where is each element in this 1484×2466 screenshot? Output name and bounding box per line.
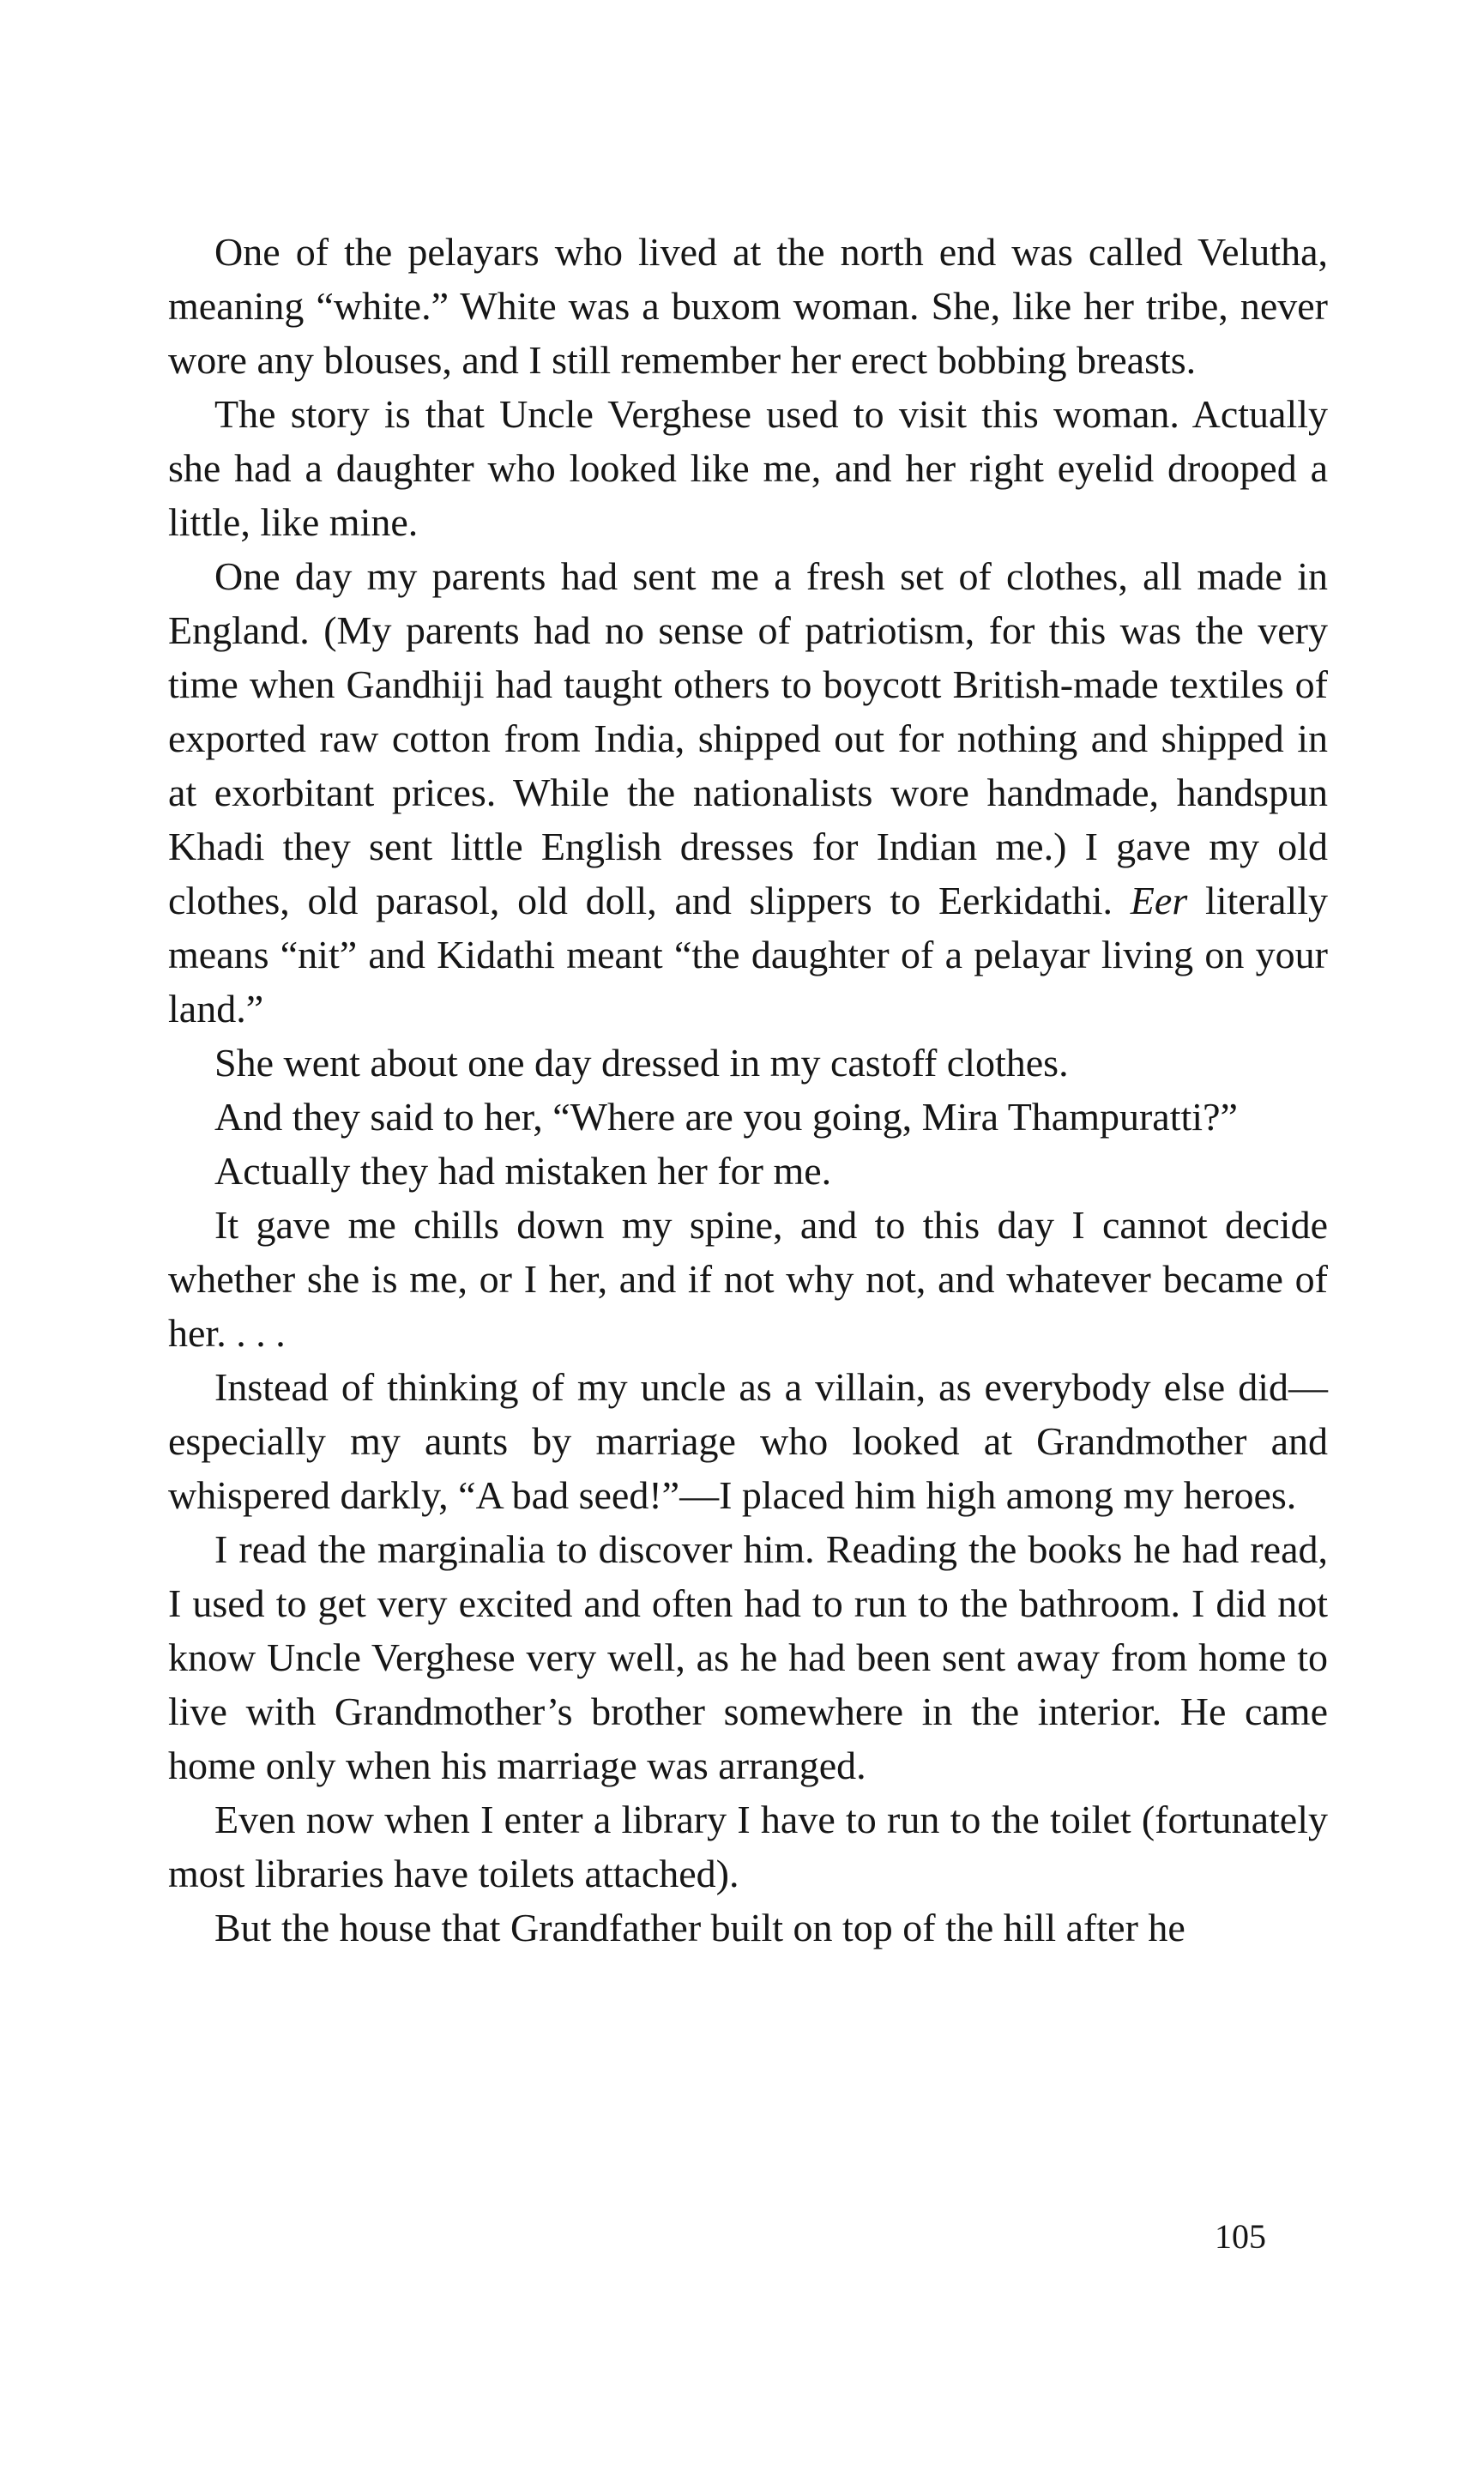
paragraph-marginalia: I read the marginalia to discover him. Reading the books he had read, I used to get very excited and often had to run to the bathroom. I did not know Uncle Verghese very well, as he had been sent away from home to live with Grandmother’s brother somewhere in the interior. He came home only when his marriage was arranged. (168, 1527, 1328, 1787)
paragraph-mistaken: Actually they had mistaken her for me. (214, 1149, 832, 1193)
body-text (168, 225, 1328, 1955)
italic-eer: Eer (1130, 879, 1188, 922)
paragraph-velutha: One of the pelayars who lived at the north end was called Velutha, meaning “white.” White was a buxom woman. She, like her tribe, never wore any blouses, and I still remember her erect bobbing breasts. (168, 230, 1328, 382)
page-number: 105 (1215, 2217, 1266, 2256)
paragraph-chills: It gave me chills down my spine, and to this day I cannot decide whether she is me, or I her, and if not why not, and whatever became of her. . . . (168, 1203, 1328, 1355)
paragraph-villain: Instead of thinking of my uncle as a villain, as everybody else did—especially my aunts by marriage who looked at Grandmother and whispered darkly, “A bad seed!”—I placed him high among my heroes. (168, 1365, 1328, 1517)
paragraph-england-clothes-text: One day my parents had sent me a fresh set of clothes, all made in England. (My parents had no sense of patriotism, for this was the very time when Gandhiji had taught others to boycott British-made textiles of exported raw cotton from India, shipped out for nothing and shipped in at exorbitant prices. While the nationalists wore handmade, handspun Khadi they sent little English dresses for Indian me.) I gave my old clothes, old parasol, old doll, and slippers to Eerkidathi. (168, 554, 1328, 922)
paragraph-uncle-verghese: The story is that Uncle Verghese used to visit this woman. Actually she had a daughter who looked like me, and her right eyelid drooped a little, like mine. (168, 392, 1328, 544)
paragraph-england-clothes-tail: literally means “nit” and Kidathi meant “the daughter of a pelayar living on your land.” (168, 879, 1329, 1031)
paragraph-mira: And they said to her, “Where are you going, Mira Thampuratti?” (214, 1095, 1238, 1139)
paragraph-library: Even now when I enter a library I have to run to the toilet (fortunately most libraries have toilets attached). (168, 1798, 1328, 1895)
paragraph-england-clothes (168, 549, 1328, 1036)
paragraph-grandfather-house: But the house that Grandfather built on top of the hill after he (214, 1906, 1185, 1949)
paragraph-castoff: She went about one day dressed in my castoff clothes. (214, 1041, 1069, 1085)
